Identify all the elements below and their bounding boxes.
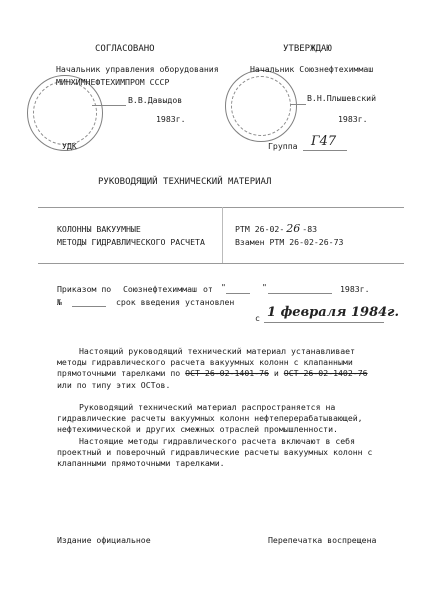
title-box-divider [222, 207, 223, 263]
approval-left-heading: СОГЛАСОВАНО [95, 44, 155, 54]
order-year: 1983г. [340, 284, 370, 294]
approval-right-sign-line [290, 104, 306, 105]
body-p3: Настоящие методы гидравлического расчета включают в себя проектный и поверочный гидравлические расчеты вакуумных колонн с клапанными прямоточными тарелками. [57, 436, 373, 469]
order-quote-close: " [262, 282, 267, 292]
order-label: Приказом по [57, 284, 112, 294]
approval-right-line1: Начальник Союзнефтехиммаш [250, 64, 374, 74]
order-from: от [203, 284, 213, 294]
approval-left-line2: МИНХИМНЕФТЕХИМПРОМ СССР [56, 77, 170, 87]
designation-number [235, 224, 317, 234]
approval-left-line1: Начальник управления оборудования [56, 64, 219, 74]
body-p1-strike1: ОСТ 26-02-1401-76 [185, 368, 269, 379]
body-paragraph-2 [57, 402, 379, 436]
title-box-bottom [38, 263, 404, 264]
doc-type-heading: РУКОВОДЯЩИЙ ТЕХНИЧЕСКИЙ МАТЕРИАЛ [98, 177, 272, 187]
footer-official-edition: Издание официальное [57, 535, 151, 545]
order-month-blank [268, 293, 332, 294]
approval-left-signer: В.В.Давыдов [128, 95, 183, 105]
official-seal-right [225, 70, 297, 142]
group-label: Группа [268, 141, 298, 151]
title-line2: МЕТОДЫ ГИДРАВЛИЧЕСКОГО РАСЧЕТА [57, 237, 205, 247]
approval-right-signer: В.Н.Плышевский [307, 93, 377, 103]
body-p1-a: Настоящий руководящий технический материал устанавливает методы гидравлического расчета вакуумных колонн с клапанными прямоточными тарелками по [57, 346, 356, 379]
group-value: Г47 [311, 134, 337, 149]
group-underline [303, 150, 347, 151]
udk-label: УДК [62, 141, 77, 151]
footer-reprint-prohibited: Перепечатка воспрещена [268, 535, 377, 545]
order-date-handwritten: 1 февраля 1984г. [267, 305, 400, 320]
designation-prefix: РТМ 26-02- [235, 224, 285, 234]
body-p1-strike2: ОСТ 26-02-1402-76 [283, 368, 368, 379]
body-paragraph-1 [57, 346, 379, 391]
order-date-underline [264, 322, 384, 323]
approval-left-year: 1983г. [156, 114, 186, 124]
approval-right-heading: УТВЕРЖДАЮ [283, 44, 332, 54]
body-p1-b: и [268, 368, 284, 379]
order-quote-open: " [221, 282, 226, 292]
order-term-label: срок введения установлен [116, 297, 235, 307]
approval-right-year: 1983г. [338, 114, 368, 124]
body-paragraph-3 [57, 436, 379, 470]
approval-left-sign-line [92, 105, 126, 106]
order-date-prefix: с [255, 313, 260, 323]
order-org: Союзнефтехиммаш [123, 284, 197, 294]
body-p1-c: или по типу этих ОСТов. [57, 379, 171, 390]
title-box-top [38, 207, 404, 208]
order-number-blank [72, 306, 106, 307]
title-line1: КОЛОННЫ ВАКУУМНЫЕ [57, 224, 141, 234]
designation-replaces: Взамен РТМ 26-02-26-73 [235, 237, 344, 247]
order-day-blank [226, 293, 250, 294]
designation-suffix: -83 [302, 224, 318, 234]
order-number-sign: № [57, 297, 62, 307]
body-p2: Руководящий технический материал распространяется на гидравлические расчеты вакуумных колонн нефтеперерабатывающей, нефтехимической и других смежных отраслей промышленности. [57, 402, 363, 435]
designation-handwritten-number: 26 [286, 222, 301, 235]
